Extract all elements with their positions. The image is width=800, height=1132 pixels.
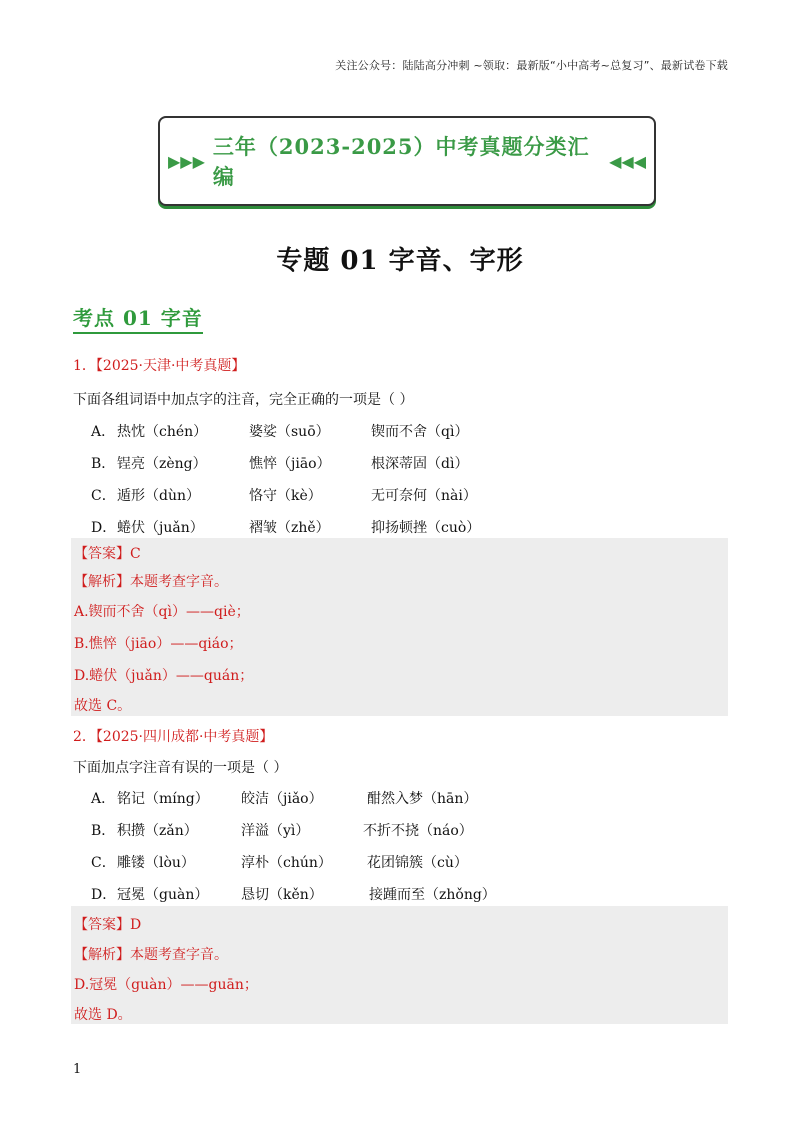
question-source: 1．【2025·天津·中考真题】 [73, 358, 246, 374]
option-letter: B． [91, 456, 116, 472]
header-note: 关注公众号：陆陆高分冲刺 ~领取：最新版“小中高考~总复习”、最新试卷下载 [335, 59, 728, 72]
option-item: 积攒（zǎn） [117, 823, 198, 839]
analysis-line: B.憔悴（jiāo）——qiáo； [74, 636, 243, 652]
option-item: 接踵而至（zhǒng） [369, 887, 496, 903]
option-row [91, 421, 731, 443]
option-item: 皎洁（jiǎo） [241, 791, 323, 807]
option-item: 锃亮（zèng） [117, 456, 207, 472]
option-row [91, 485, 731, 507]
option-item: 冠冕（guàn） [117, 887, 209, 903]
option-item: 热忱（chén） [117, 424, 208, 440]
option-item: 恪守（kè） [249, 488, 322, 504]
option-item: 不折不挠（náo） [363, 823, 473, 839]
answer-box [71, 906, 728, 1024]
option-item: 洋溢（yì） [241, 823, 310, 839]
option-item: 锲而不舍（qì） [371, 424, 469, 440]
option-item: 抑扬顿挫（cuò） [371, 520, 481, 536]
option-row [91, 884, 731, 906]
option-item: 无可奈何（nài） [371, 488, 477, 504]
answer-box [71, 538, 728, 716]
analysis-line: D.冠冕（guàn）——guān； [74, 977, 258, 993]
answer-line: 【答案】D [74, 917, 142, 933]
option-letter: D． [91, 887, 117, 903]
page-number: 1 [73, 1062, 82, 1077]
option-letter: A． [91, 791, 116, 807]
option-item: 雕镂（lòu） [117, 855, 195, 871]
question-stem: 下面加点字注音有误的一项是（ ） [73, 760, 288, 776]
option-item: 淳朴（chún） [241, 855, 332, 871]
option-item: 酣然入梦（hān） [367, 791, 478, 807]
option-item: 褶皱（zhě） [249, 520, 330, 536]
option-item: 恳切（kěn） [241, 887, 323, 903]
option-letter: C． [91, 488, 116, 504]
option-item: 婆娑（suō） [249, 424, 330, 440]
question-stem: 下面各组词语中加点字的注音，完全正确的一项是（ ） [73, 392, 414, 408]
banner-arrows-left: ▶▶▶ [168, 151, 205, 171]
title-banner [158, 116, 656, 206]
option-item: 花团锦簇（cù） [367, 855, 468, 871]
answer-line: 【答案】C [74, 546, 141, 562]
analysis-line: 故选 C。 [74, 698, 132, 714]
option-letter: C． [91, 855, 116, 871]
document-title: 专题 01 字音、字形 [276, 246, 524, 276]
option-item: 憔悴（jiāo） [249, 456, 331, 472]
option-row [91, 453, 731, 475]
option-item: 蜷伏（juǎn） [117, 520, 204, 536]
option-letter: D． [91, 520, 117, 536]
option-letter: A． [91, 424, 116, 440]
option-row [91, 788, 731, 810]
option-row [91, 820, 731, 842]
option-row [91, 517, 731, 539]
analysis-line: 【解析】本题考查字音。 [74, 947, 228, 963]
option-item: 遁形（dùn） [117, 488, 200, 504]
option-item: 铭记（míng） [117, 791, 209, 807]
option-item: 根深蒂固（dì） [371, 456, 469, 472]
analysis-line: A.锲而不舍（qì）——qiè； [74, 604, 250, 620]
question-source: 2．【2025·四川成都·中考真题】 [73, 729, 274, 745]
analysis-line: D.蜷伏（juǎn）——quán； [74, 668, 254, 684]
analysis-line: 故选 D。 [74, 1007, 132, 1023]
section-heading: 考点 01 字音 [73, 302, 203, 334]
banner-arrows-right: ◀◀◀ [609, 151, 646, 171]
banner-text: 三年（2023-2025）中考真题分类汇编 [212, 134, 590, 189]
option-letter: B． [91, 823, 116, 839]
option-row [91, 852, 731, 874]
analysis-line: 【解析】本题考查字音。 [74, 574, 228, 590]
